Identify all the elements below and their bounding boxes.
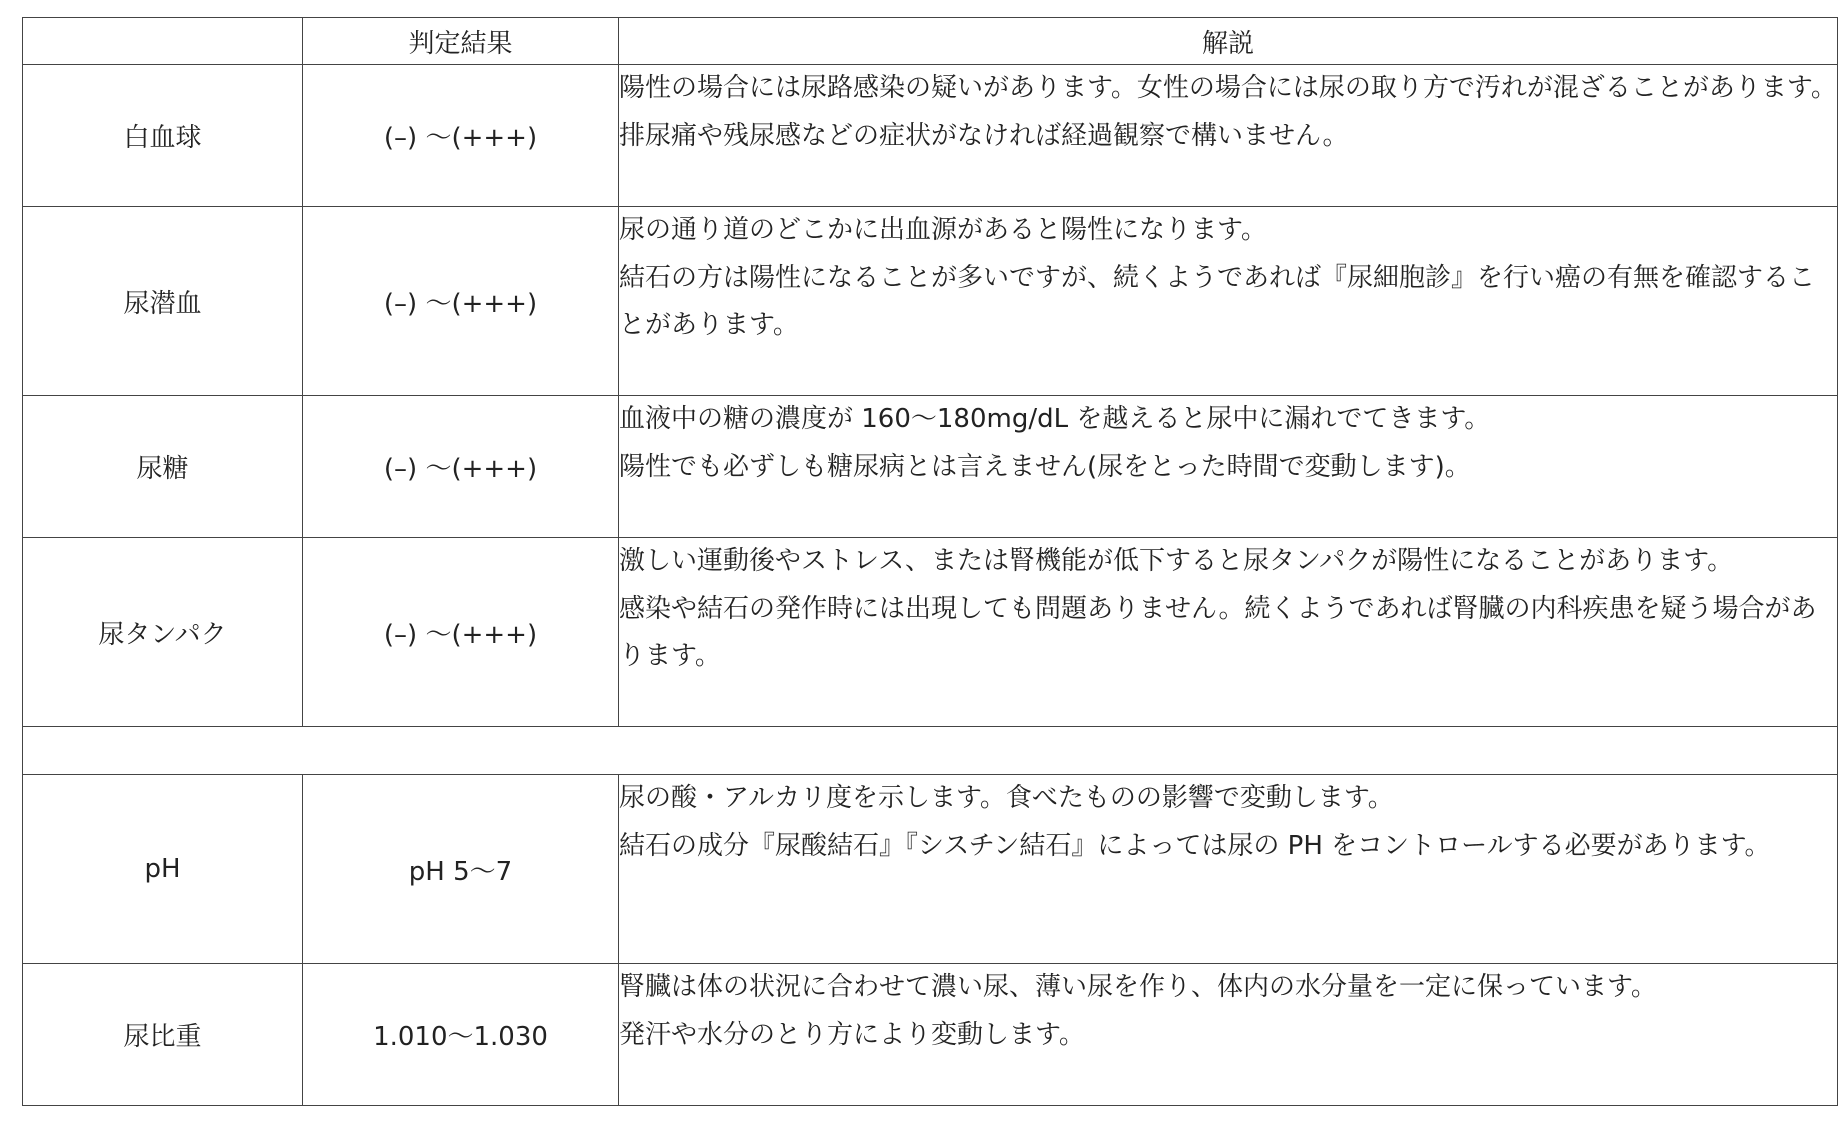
row-name: 尿比重 <box>23 964 303 1106</box>
explanation-line: 尿の酸・アルカリ度を示します。食べたものの影響で変動します。 <box>619 783 1394 813</box>
header-result: 判定結果 <box>303 18 619 65</box>
header-explanation: 解説 <box>619 18 1838 65</box>
explanation-line: 腎臓は体の状況に合わせて濃い尿、薄い尿を作り、体内の水分量を一定に保っています。 <box>619 972 1657 1002</box>
row-result: (–) 〜(+++) <box>303 65 619 207</box>
explanation-line: 陽性でも必ずしも糖尿病とは言えません(尿をとった時間で変動します)。 <box>619 451 1471 482</box>
row-result: (–) 〜(+++) <box>303 396 619 538</box>
row-explanation <box>619 538 1838 727</box>
row-name: 白血球 <box>23 65 303 207</box>
table-row-occult-blood <box>23 207 1838 396</box>
row-name: 尿潜血 <box>23 207 303 396</box>
row-name: pH <box>23 775 303 964</box>
table-row-specific-gravity <box>23 964 1838 1106</box>
explanation-line: 尿の通り道のどこかに出血源があると陽性になります。 <box>619 215 1267 245</box>
row-name: 尿タンパク <box>23 538 303 727</box>
table-header-row <box>23 18 1838 65</box>
header-item <box>23 18 303 65</box>
spacer-cell <box>23 727 1838 775</box>
row-explanation <box>619 964 1838 1106</box>
row-explanation <box>619 65 1838 207</box>
row-result: pH 5〜7 <box>303 775 619 964</box>
row-explanation <box>619 207 1838 396</box>
urine-test-table <box>22 17 1838 1106</box>
row-explanation <box>619 775 1838 964</box>
row-result: (–) 〜(+++) <box>303 207 619 396</box>
table-row-protein <box>23 538 1838 727</box>
row-result: 1.010〜1.030 <box>303 964 619 1106</box>
explanation-line: 陽性の場合には尿路感染の疑いがあります。女性の場合には尿の取り方で汚れが混ざることがあります。排尿痛や残尿感などの症状がなければ経過観察で構いません。 <box>619 73 1837 151</box>
table-row-wbc <box>23 65 1838 207</box>
explanation-line: 激しい運動後やストレス、または腎機能が低下すると尿タンパクが陽性になることがあります。 <box>619 546 1734 576</box>
explanation-line: 結石の成分『尿酸結石』『シスチン結石』によっては尿の PH をコントロールする必要があります。 <box>619 830 1771 861</box>
row-result: (–) 〜(+++) <box>303 538 619 727</box>
table-row-glucose <box>23 396 1838 538</box>
row-name: 尿糖 <box>23 396 303 538</box>
explanation-line: 血液中の糖の濃度が 160〜180mg/dL を越えると尿中に漏れでてきます。 <box>619 404 1491 434</box>
explanation-line: 感染や結石の発作時には出現しても問題ありません。続くようであれば腎臓の内科疾患を疑う場合があります。 <box>619 593 1817 671</box>
table-row-ph <box>23 775 1838 964</box>
table-spacer-row <box>23 727 1838 775</box>
row-explanation <box>619 396 1838 538</box>
explanation-line: 結石の方は陽性になることが多いですが、続くようであれば『尿細胞診』を行い癌の有無を確認することがあります。 <box>619 262 1816 340</box>
explanation-line: 発汗や水分のとり方により変動します。 <box>619 1019 1085 1050</box>
